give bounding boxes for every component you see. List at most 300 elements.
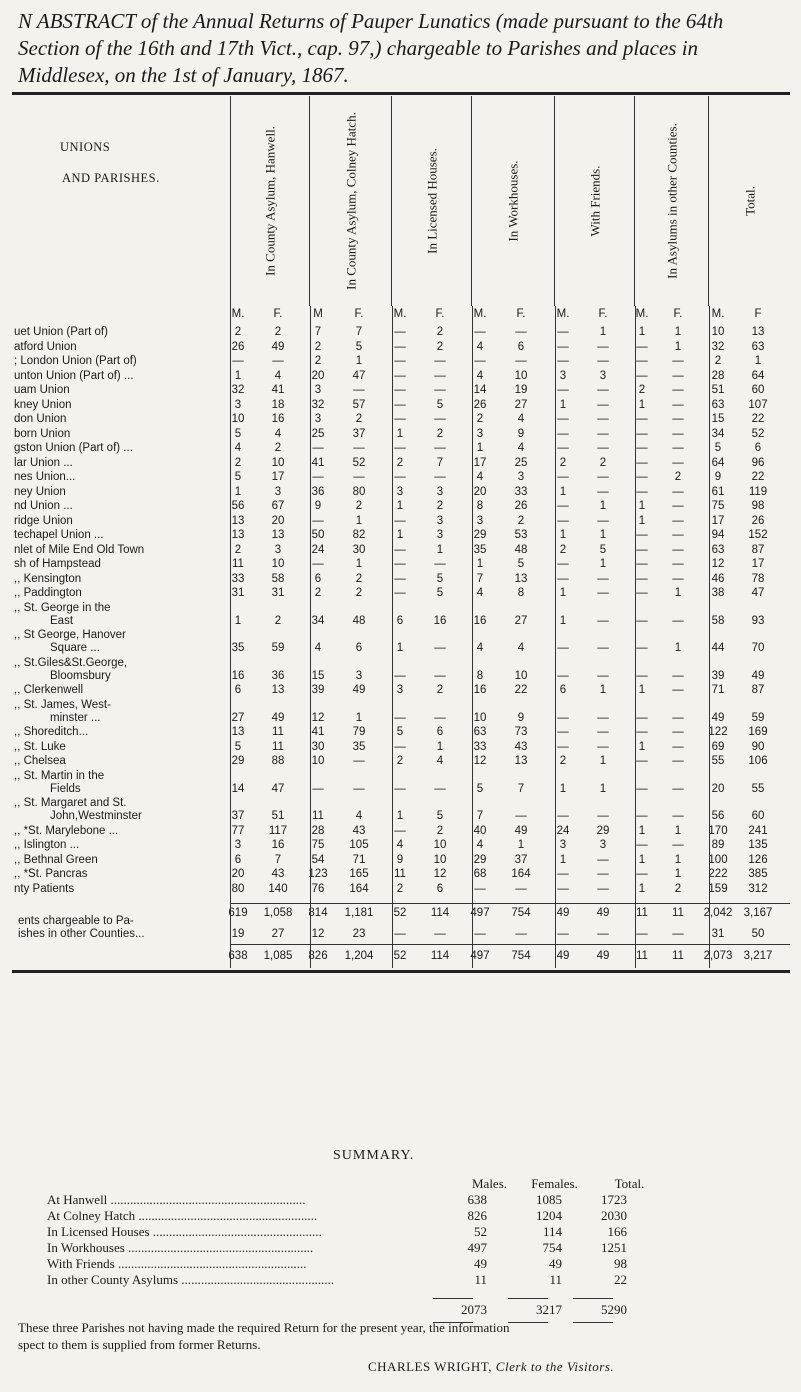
table-cell: — bbox=[394, 384, 406, 396]
table-cell: — bbox=[515, 355, 527, 367]
row-label: nty Patients bbox=[14, 882, 75, 895]
summary-value: 638 bbox=[467, 1192, 487, 1207]
row-label: techapel Union ... bbox=[14, 529, 104, 541]
table-cell: — bbox=[353, 384, 365, 396]
col-header-other-counties: In Asylums in other Counties. bbox=[635, 96, 709, 306]
table-cell: 55 bbox=[751, 782, 765, 795]
table-cell: — bbox=[672, 614, 684, 627]
row-label: ; London Union (Part of) bbox=[14, 355, 137, 367]
table-cell: — bbox=[312, 514, 324, 527]
row-label: ,, Bethnal Green bbox=[14, 853, 98, 866]
table-cell: — bbox=[434, 471, 446, 483]
table-cell: 5 bbox=[234, 427, 242, 440]
row-label: ,, *St. Pancras bbox=[14, 868, 88, 880]
table-cell: 1 bbox=[674, 853, 682, 866]
table-cell: — bbox=[394, 471, 406, 483]
table-cell: 164 bbox=[349, 882, 369, 895]
table-cell: 3 bbox=[274, 543, 282, 556]
table-cell: 6 bbox=[396, 614, 404, 627]
row-label: ,, Shoreditch... bbox=[14, 726, 89, 738]
table-cell: 49 bbox=[751, 669, 765, 682]
table-cell: 106 bbox=[748, 755, 768, 767]
table-cell: 619 bbox=[228, 907, 248, 919]
table-cell: — bbox=[394, 558, 406, 570]
table-cell: 14 bbox=[231, 782, 245, 795]
table-cell: 114 bbox=[430, 907, 450, 919]
table-cell: — bbox=[636, 755, 648, 767]
table-cell: — bbox=[272, 355, 284, 367]
table-cell: 2,073 bbox=[703, 950, 733, 962]
table-cell: — bbox=[434, 711, 446, 724]
table-cell: F. bbox=[273, 308, 283, 320]
table-cell: 169 bbox=[748, 726, 768, 738]
table-cell: — bbox=[636, 642, 648, 654]
table-cell: 34 bbox=[311, 614, 325, 627]
summary-value: 22 bbox=[614, 1272, 627, 1287]
table-cell: 30 bbox=[311, 740, 325, 753]
column-divider bbox=[392, 306, 393, 968]
table-cell: 96 bbox=[751, 456, 765, 469]
table-cell: 1 bbox=[436, 740, 444, 753]
table-cell: 52 bbox=[393, 907, 407, 919]
table-cell: 43 bbox=[271, 868, 285, 880]
row-label: ,, *St. Marylebone ... bbox=[14, 824, 119, 837]
table-cell: 152 bbox=[748, 529, 768, 541]
table-cell: 4 bbox=[396, 839, 404, 851]
table-cell: 2 bbox=[559, 543, 567, 556]
table-cell: 3 bbox=[436, 514, 444, 527]
table-cell: 89 bbox=[711, 839, 725, 851]
table-cell: 8 bbox=[476, 500, 484, 512]
table-cell: 10 bbox=[514, 669, 528, 682]
table-cell: 87 bbox=[751, 543, 765, 556]
table-cell: 5 bbox=[476, 782, 484, 795]
table-cell: — bbox=[557, 326, 569, 338]
table-cell: 7 bbox=[517, 782, 525, 795]
table-cell: — bbox=[597, 868, 609, 880]
row-label: ,, Clerkenwell bbox=[14, 684, 84, 696]
table-cell: 11 bbox=[272, 726, 284, 738]
table-cell: — bbox=[597, 471, 609, 483]
table-cell: 20 bbox=[311, 369, 325, 382]
table-cell: 123 bbox=[308, 868, 328, 880]
row-label: nlet of Mile End Old Town bbox=[14, 543, 145, 556]
table-cell: — bbox=[557, 711, 569, 724]
table-cell: 26 bbox=[514, 500, 528, 512]
table-cell: 4 bbox=[476, 369, 484, 382]
table-cell: 31 bbox=[711, 928, 725, 940]
table-cell: 6 bbox=[436, 882, 444, 895]
table-cell: 26 bbox=[473, 398, 487, 411]
table-cell: 31 bbox=[231, 587, 245, 599]
table-cell: 27 bbox=[231, 711, 245, 724]
table-cell: 90 bbox=[751, 740, 765, 753]
table-cell: 58 bbox=[711, 614, 725, 627]
table-cell: 1 bbox=[674, 587, 682, 599]
table-cell: 25 bbox=[514, 456, 528, 469]
col-header-total: Total. bbox=[742, 186, 757, 216]
table-cell: 9 bbox=[314, 500, 322, 512]
table-cell: — bbox=[636, 839, 648, 851]
table-cell: 41 bbox=[311, 726, 325, 738]
table-cell: 12 bbox=[473, 755, 487, 767]
table-cell: 9 bbox=[517, 427, 525, 440]
table-cell: 49 bbox=[556, 907, 570, 919]
table-cell: — bbox=[557, 669, 569, 682]
table-cell: 1 bbox=[638, 824, 646, 837]
table-cell: 76 bbox=[311, 882, 325, 895]
table-cell: — bbox=[672, 355, 684, 367]
table-cell: 37 bbox=[352, 427, 366, 440]
table-cell: 3 bbox=[396, 485, 404, 498]
table-cell: 16 bbox=[231, 669, 245, 682]
table-cell: 1,085 bbox=[263, 950, 293, 962]
table-cell: 20 bbox=[231, 868, 245, 880]
table-cell: 1 bbox=[396, 529, 404, 541]
row-label: ,, St. Margaret and St. bbox=[14, 797, 127, 809]
table-cell: — bbox=[636, 340, 648, 353]
row-label: ,, St. Luke bbox=[14, 740, 66, 753]
table-cell: — bbox=[636, 485, 648, 498]
table-cell: 1,181 bbox=[344, 907, 374, 919]
table-cell: 826 bbox=[308, 950, 328, 962]
table-cell: 40 bbox=[473, 824, 487, 837]
table-cell: 13 bbox=[514, 572, 528, 585]
table-cell: 49 bbox=[271, 711, 285, 724]
table-cell: — bbox=[557, 355, 569, 367]
table-cell: — bbox=[636, 413, 648, 425]
row-label-continued: Square ... bbox=[50, 642, 100, 654]
table-header bbox=[12, 96, 790, 306]
table-cell: — bbox=[597, 572, 609, 585]
table-cell: — bbox=[636, 669, 648, 682]
table-cell: 77 bbox=[231, 824, 245, 837]
table-cell: 2 bbox=[559, 755, 567, 767]
table-cell: 73 bbox=[514, 726, 528, 738]
table-cell: — bbox=[636, 529, 648, 541]
row-label-continued: Fields bbox=[50, 782, 81, 795]
table-cell: 1 bbox=[599, 500, 607, 512]
column-divider bbox=[472, 306, 473, 968]
table-cell: 2 bbox=[355, 500, 363, 512]
table-cell: 2 bbox=[674, 471, 682, 483]
table-cell: 7 bbox=[476, 572, 484, 585]
table-cell: 1 bbox=[355, 558, 363, 570]
summary-value: 1251 bbox=[601, 1240, 627, 1255]
table-cell: 1 bbox=[638, 514, 646, 527]
row-label: unton Union (Part of) ... bbox=[14, 369, 134, 382]
table-cell: 114 bbox=[430, 950, 450, 962]
table-cell: 49 bbox=[352, 684, 366, 696]
row-label-continued: Bloomsbury bbox=[50, 669, 111, 682]
table-cell: 4 bbox=[314, 642, 322, 654]
table-cell: — bbox=[557, 868, 569, 880]
row-label: ,, St. Martin in the bbox=[14, 769, 105, 782]
table-cell: 7 bbox=[436, 456, 444, 469]
table-cell: — bbox=[394, 413, 406, 425]
table-cell: 170 bbox=[708, 824, 728, 837]
table-cell: 17 bbox=[271, 471, 285, 483]
table-cell: 10 bbox=[271, 558, 285, 570]
table-cell: 1 bbox=[599, 755, 607, 767]
table-cell: 241 bbox=[748, 824, 768, 837]
table-cell: 32 bbox=[231, 384, 245, 396]
returns-table bbox=[12, 96, 790, 962]
table-cell: — bbox=[672, 558, 684, 570]
table-cell: 1 bbox=[559, 614, 567, 627]
table-cell: — bbox=[597, 398, 609, 411]
table-cell: 135 bbox=[748, 839, 768, 851]
table-cell: — bbox=[434, 369, 446, 382]
table-cell: — bbox=[557, 572, 569, 585]
table-cell: 30 bbox=[352, 543, 366, 556]
table-cell: 4 bbox=[355, 810, 363, 822]
row-label: ,, Chelsea bbox=[14, 755, 66, 767]
col-header-colney-hatch: In County Asylum, Colney Hatch. bbox=[310, 96, 392, 306]
table-cell: 1 bbox=[234, 485, 242, 498]
table-cell: 64 bbox=[711, 456, 725, 469]
table-cell: — bbox=[474, 355, 486, 367]
footnote-line1: These three Parishes not having made the required Return for the present year, the information bbox=[18, 1320, 510, 1335]
table-cell: F bbox=[754, 308, 762, 320]
row-label: ,, St.Giles&St.George, bbox=[14, 656, 128, 669]
col-header-with-friends: With Friends. bbox=[555, 96, 635, 306]
table-cell: 1 bbox=[355, 711, 363, 724]
table-cell: 15 bbox=[311, 669, 325, 682]
table-cell: — bbox=[557, 882, 569, 895]
table-cell: — bbox=[557, 384, 569, 396]
table-cell: — bbox=[672, 726, 684, 738]
table-cell: 20 bbox=[271, 514, 285, 527]
table-cell: — bbox=[597, 614, 609, 627]
footnote-line2: spect to them is supplied from former Returns. bbox=[18, 1337, 261, 1352]
table-cell: 4 bbox=[476, 839, 484, 851]
summary-value: 826 bbox=[467, 1208, 487, 1223]
table-cell: 1 bbox=[638, 684, 646, 696]
table-cell: 497 bbox=[470, 950, 490, 962]
table-cell: 29 bbox=[473, 853, 487, 866]
table-cell: 23 bbox=[352, 928, 366, 940]
table-cell: — bbox=[672, 669, 684, 682]
table-cell: — bbox=[597, 514, 609, 527]
table-cell: — bbox=[672, 543, 684, 556]
table-cell: 11 bbox=[636, 950, 648, 962]
table-cell: — bbox=[353, 442, 365, 454]
table-cell: 7 bbox=[274, 853, 282, 866]
summary-total-value: 3217 bbox=[536, 1302, 562, 1317]
table-cell: — bbox=[394, 587, 406, 599]
table-cell: 2 bbox=[274, 614, 282, 627]
table-cell: — bbox=[394, 824, 406, 837]
table-cell: 10 bbox=[271, 456, 285, 469]
table-cell: — bbox=[515, 928, 527, 940]
table-cell: — bbox=[434, 558, 446, 570]
table-cell: 80 bbox=[231, 882, 245, 895]
table-cell: 159 bbox=[708, 882, 728, 895]
summary-value: 166 bbox=[607, 1224, 627, 1239]
row-label: gston Union (Part of) ... bbox=[14, 442, 133, 454]
table-cell: 57 bbox=[352, 398, 366, 411]
table-cell: — bbox=[636, 868, 648, 880]
table-cell: — bbox=[394, 398, 406, 411]
table-cell: — bbox=[557, 500, 569, 512]
table-cell: 46 bbox=[711, 572, 725, 585]
row-label: ,, Kensington bbox=[14, 572, 82, 585]
table-cell: 24 bbox=[311, 543, 325, 556]
table-cell: — bbox=[672, 413, 684, 425]
summary-value: 11 bbox=[549, 1272, 562, 1287]
table-cell: 49 bbox=[514, 824, 528, 837]
table-cell: M. bbox=[556, 308, 570, 320]
column-divider bbox=[230, 306, 231, 968]
table-cell: 59 bbox=[751, 711, 765, 724]
table-cell: — bbox=[394, 928, 406, 940]
table-cell: 5 bbox=[436, 810, 444, 822]
table-cell: — bbox=[672, 427, 684, 440]
table-cell: 8 bbox=[476, 669, 484, 682]
table-cell: — bbox=[597, 384, 609, 396]
table-cell: — bbox=[515, 882, 527, 895]
table-cell: 63 bbox=[751, 340, 765, 353]
summary-label: At Hanwell ............................................................ bbox=[47, 1192, 306, 1207]
table-cell: — bbox=[312, 558, 324, 570]
table-cell: 16 bbox=[271, 839, 285, 851]
table-cell: 107 bbox=[748, 398, 768, 411]
table-cell: 2 bbox=[234, 326, 242, 338]
table-cell: 638 bbox=[228, 950, 248, 962]
table-cell: 3 bbox=[314, 384, 322, 396]
table-cell: 48 bbox=[352, 614, 366, 627]
table-cell: F. bbox=[354, 308, 364, 320]
col-header-workhouses: In Workhouses. bbox=[472, 96, 555, 306]
table-cell: 1 bbox=[599, 684, 607, 696]
table-cell: 5 bbox=[234, 471, 242, 483]
table-cell: — bbox=[557, 413, 569, 425]
table-cell: 48 bbox=[514, 543, 528, 556]
table-cell: 75 bbox=[311, 839, 325, 851]
row-label: nes Union... bbox=[14, 471, 76, 483]
table-cell: 20 bbox=[711, 782, 725, 795]
table-cell: 3 bbox=[436, 529, 444, 541]
table-cell: — bbox=[672, 500, 684, 512]
table-cell: — bbox=[557, 514, 569, 527]
table-cell: 5 bbox=[599, 543, 607, 556]
table-cell: — bbox=[394, 572, 406, 585]
table-cell: 1 bbox=[476, 442, 484, 454]
table-cell: 98 bbox=[751, 500, 765, 512]
table-cell: 32 bbox=[311, 398, 325, 411]
table-cell: — bbox=[672, 442, 684, 454]
signature bbox=[368, 1359, 614, 1375]
table-cell: 2 bbox=[436, 684, 444, 696]
table-cell: 32 bbox=[711, 340, 725, 353]
table-cell: 2 bbox=[436, 500, 444, 512]
table-cell: — bbox=[636, 558, 648, 570]
table-cell: 56 bbox=[231, 500, 245, 512]
table-cell: 164 bbox=[511, 868, 531, 880]
signature-name: CHARLES WRIGHT, bbox=[368, 1359, 493, 1374]
table-cell: 814 bbox=[308, 907, 328, 919]
row-label: ,, St George, Hanover bbox=[14, 629, 126, 641]
table-cell: 7 bbox=[476, 810, 484, 822]
table-cell: — bbox=[557, 740, 569, 753]
table-cell: 51 bbox=[711, 384, 725, 396]
table-cell: 3 bbox=[355, 669, 363, 682]
table-cell: 2 bbox=[599, 456, 607, 469]
table-cell: 27 bbox=[514, 398, 528, 411]
table-cell: 54 bbox=[311, 853, 325, 866]
table-cell: 59 bbox=[271, 642, 285, 654]
table-cell: 4 bbox=[517, 442, 525, 454]
table-cell: — bbox=[597, 340, 609, 353]
table-cell: 13 bbox=[271, 684, 285, 696]
table-cell: F. bbox=[516, 308, 526, 320]
table-cell: — bbox=[394, 740, 406, 753]
table-cell: 2,042 bbox=[703, 907, 733, 919]
table-cell: 49 bbox=[596, 950, 610, 962]
table-cell: — bbox=[557, 642, 569, 654]
table-cell: 28 bbox=[311, 824, 325, 837]
table-cell: — bbox=[597, 928, 609, 940]
table-cell: 29 bbox=[596, 824, 610, 837]
table-cell: 1 bbox=[638, 500, 646, 512]
table-cell: 33 bbox=[473, 740, 487, 753]
table-cell: 27 bbox=[514, 614, 528, 627]
summary-value: 52 bbox=[474, 1224, 487, 1239]
table-cell: — bbox=[636, 614, 648, 627]
table-cell: 3 bbox=[234, 839, 242, 851]
table-cell: 12 bbox=[311, 928, 325, 940]
table-cell: 4 bbox=[476, 587, 484, 599]
row-label-continued: minster ... bbox=[50, 711, 101, 724]
table-cell: 41 bbox=[271, 384, 285, 396]
table-cell: M bbox=[313, 308, 323, 320]
summary-value: 2030 bbox=[601, 1208, 627, 1223]
unions-column-header bbox=[12, 96, 231, 306]
table-cell: 53 bbox=[514, 529, 528, 541]
table-cell: 3 bbox=[476, 427, 484, 440]
table-cell: 43 bbox=[514, 740, 528, 753]
table-cell: — bbox=[636, 427, 648, 440]
table-cell: 1 bbox=[674, 340, 682, 353]
table-cell: 52 bbox=[352, 456, 366, 469]
table-cell: 37 bbox=[514, 853, 528, 866]
table-cell: 27 bbox=[271, 928, 285, 940]
summary-value: 497 bbox=[467, 1240, 487, 1255]
table-cell: 6 bbox=[355, 642, 363, 654]
table-cell: — bbox=[597, 810, 609, 822]
table-cell: 122 bbox=[708, 726, 728, 738]
table-cell: — bbox=[672, 810, 684, 822]
table-cell: 6 bbox=[559, 684, 567, 696]
table-cell: F. bbox=[673, 308, 683, 320]
summary-total-value: 2073 bbox=[461, 1302, 487, 1317]
summary-value: 114 bbox=[542, 1224, 562, 1239]
table-cell: 4 bbox=[517, 642, 525, 654]
table-cell: — bbox=[394, 543, 406, 556]
table-cell: — bbox=[672, 839, 684, 851]
bottom-rule bbox=[12, 970, 790, 973]
table-cell: 15 bbox=[711, 413, 725, 425]
table-cell: 2 bbox=[396, 755, 404, 767]
summary-title: SUMMARY. bbox=[333, 1148, 415, 1163]
table-cell: 39 bbox=[711, 669, 725, 682]
table-cell: 3 bbox=[314, 413, 322, 425]
table-cell: 10 bbox=[433, 839, 447, 851]
table-cell: 16 bbox=[473, 614, 487, 627]
table-cell: M. bbox=[711, 308, 725, 320]
table-cell: 78 bbox=[751, 572, 765, 585]
